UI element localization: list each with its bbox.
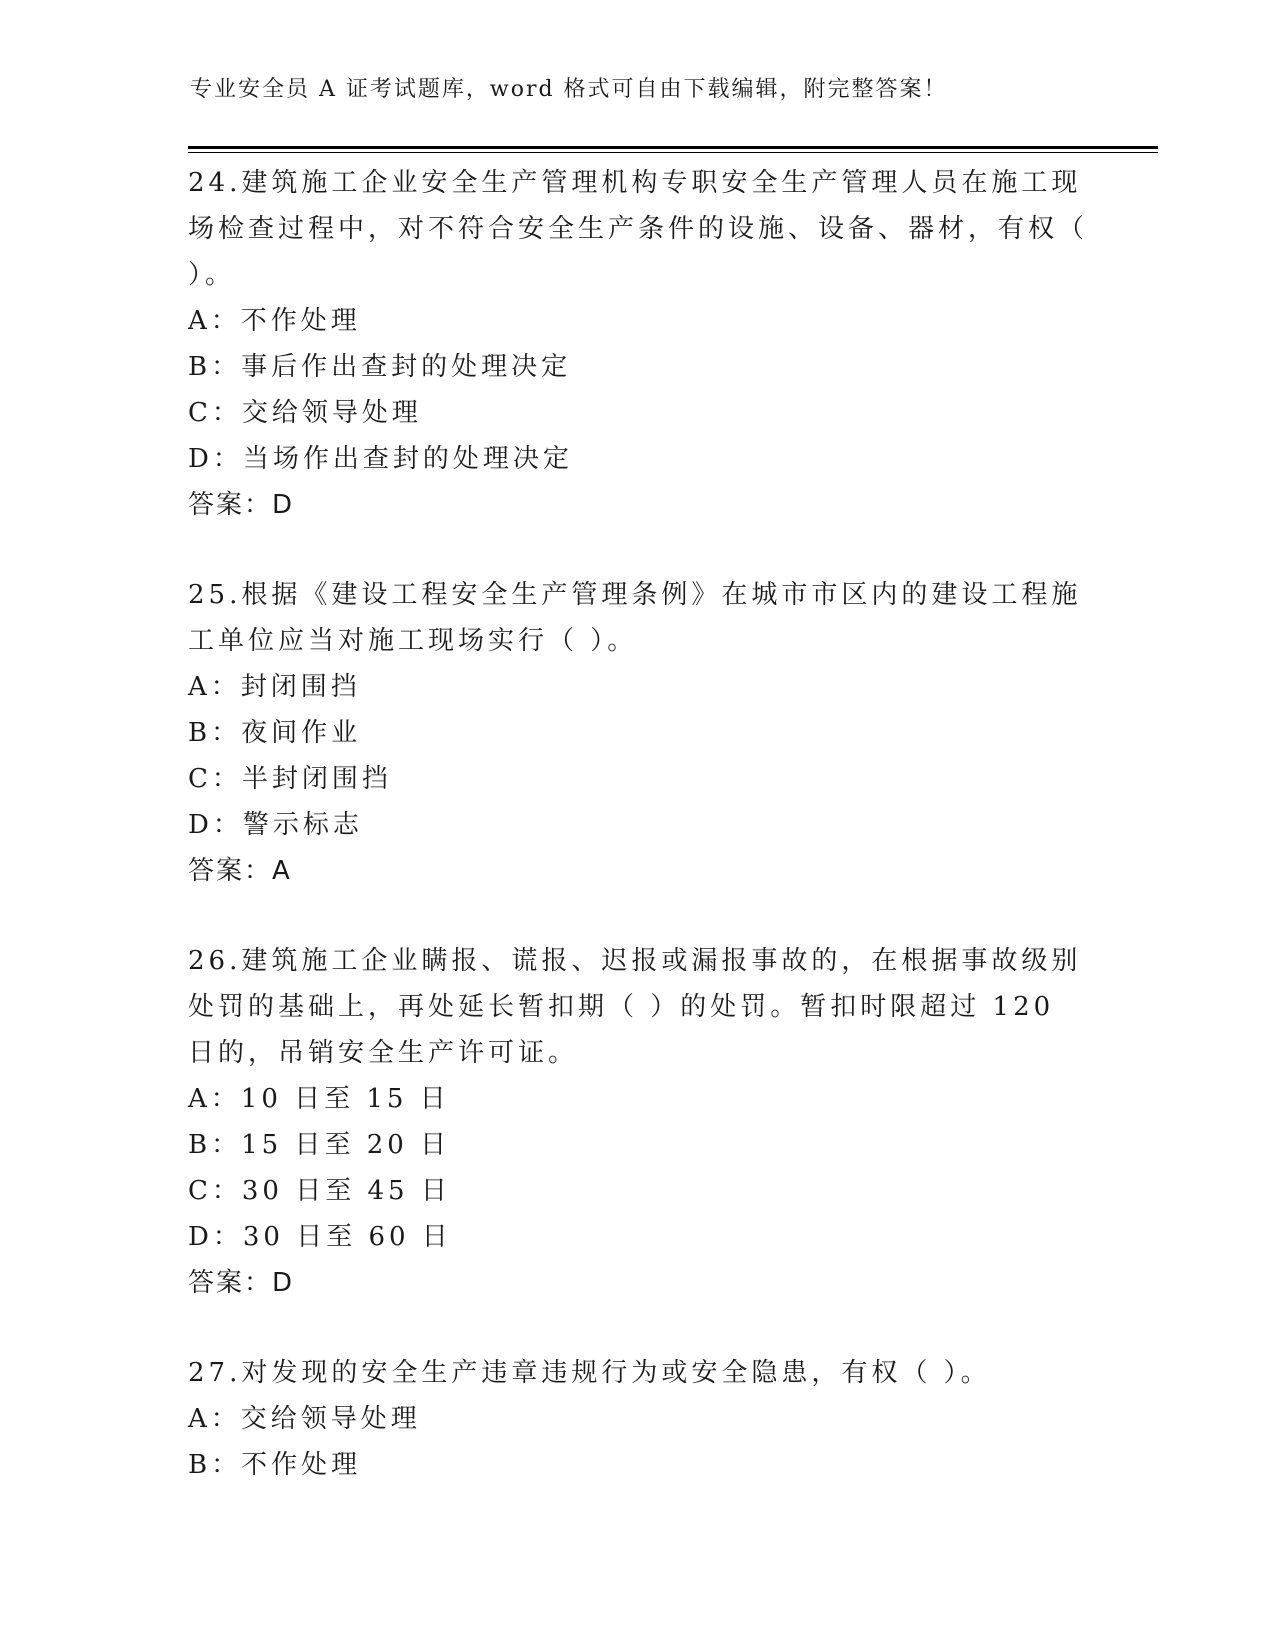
- spacer: [188, 1306, 1088, 1350]
- spacer: [188, 528, 1088, 572]
- question-27: [188, 1350, 1088, 1488]
- question-list: [188, 160, 1088, 1488]
- option-b: B：事后作出查封的处理决定: [188, 352, 572, 382]
- option-b: B：不作处理: [188, 1450, 362, 1480]
- option-a: A：封闭围挡: [188, 672, 361, 702]
- question-25: [188, 572, 1088, 894]
- option-a: A：交给领导处理: [188, 1404, 421, 1434]
- option-d: D：当场作出查封的处理决定: [188, 444, 573, 474]
- option-a: A：10 日至 15 日: [188, 1084, 450, 1114]
- option-c: C：交给领导处理: [188, 398, 422, 428]
- question-text: 26.建筑施工企业瞒报、谎报、迟报或漏报事故的，在根据事故级别处罚的基础上，再处延长暂扣期（ ）的处罚。暂扣时限超过 120 日的，吊销安全生产许可证。: [188, 946, 1082, 1068]
- option-c: C：30 日至 45 日: [188, 1176, 451, 1206]
- header-rule-thick: [188, 146, 1158, 149]
- question-24: [188, 160, 1088, 528]
- option-c: C：半封闭围挡: [188, 764, 392, 794]
- question-text: 24.建筑施工企业安全生产管理机构专职安全生产管理人员在施工现场检查过程中，对不符合安全生产条件的设施、设备、器材，有权（ ）。: [188, 168, 1089, 290]
- document-header: 专业安全员 A 证考试题库，word 格式可自由下载编辑，附完整答案！: [190, 77, 948, 102]
- answer: 答案：A: [188, 856, 292, 886]
- question-text: 25.根据《建设工程安全生产管理条例》在城市市区内的建设工程施工单位应当对施工现场实行（ ）。: [188, 580, 1082, 656]
- spacer: [188, 894, 1088, 938]
- answer: 答案：D: [188, 490, 295, 520]
- option-b: B：15 日至 20 日: [188, 1130, 451, 1160]
- option-d: D：警示标志: [188, 810, 363, 840]
- answer: 答案：D: [188, 1268, 295, 1298]
- option-b: B：夜间作业: [188, 718, 362, 748]
- header-rule-thin: [188, 152, 1158, 153]
- question-text: 27.对发现的安全生产违章违规行为或安全隐患，有权（ ）。: [188, 1358, 991, 1388]
- option-d: D：30 日至 60 日: [188, 1222, 452, 1252]
- question-26: [188, 938, 1088, 1306]
- option-a: A：不作处理: [188, 306, 361, 336]
